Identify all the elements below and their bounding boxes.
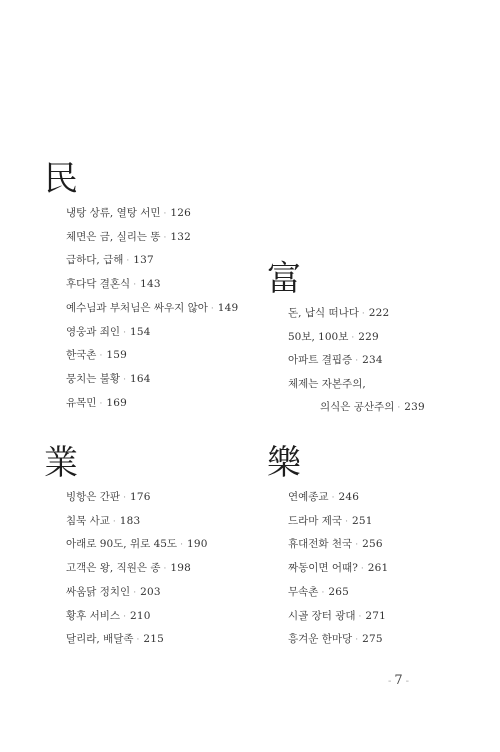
dot-separator: · — [355, 635, 359, 646]
section-heading: 民 — [44, 159, 78, 199]
dot-separator: · — [133, 587, 137, 598]
page-number-dash-right: - — [405, 676, 410, 687]
entry-title: 유목민 — [66, 396, 97, 409]
toc-entry-list — [44, 486, 208, 652]
entry-title: 50보, 100보 — [288, 330, 349, 343]
toc-section-bu — [267, 259, 425, 420]
toc-entry[interactable] — [66, 344, 238, 368]
entry-page: 229 — [358, 330, 379, 343]
section-heading: 富 — [267, 259, 301, 299]
dot-separator: · — [355, 540, 359, 551]
toc-entry[interactable] — [66, 368, 238, 392]
dot-separator: · — [112, 516, 116, 527]
entry-page: 256 — [362, 538, 383, 551]
dot-separator: · — [361, 309, 365, 319]
entry-title: 예수님과 부처님은 싸우지 않아 — [66, 301, 208, 314]
dot-separator: · — [123, 493, 126, 503]
toc-entry[interactable] — [66, 628, 208, 652]
entry-page: 251 — [351, 514, 373, 527]
dot-separator: · — [358, 611, 362, 622]
entry-title: 무속촌 — [288, 585, 319, 598]
toc-entry[interactable] — [66, 273, 238, 297]
toc-entry[interactable] — [66, 321, 238, 345]
entry-page: 234 — [362, 354, 383, 367]
dot-separator: · — [123, 611, 126, 622]
entry-title: 영웅과 죄인 — [66, 325, 121, 338]
dot-separator: · — [123, 374, 126, 385]
toc-entry[interactable] — [66, 557, 208, 581]
toc-section-eop — [44, 443, 208, 652]
toc-entry[interactable] — [66, 392, 238, 416]
dot-separator: · — [321, 587, 325, 598]
dot-separator: · — [180, 540, 183, 551]
toc-entry[interactable] — [288, 557, 388, 581]
entry-title: 황후 서비스 — [66, 609, 121, 622]
entry-page: 132 — [170, 230, 192, 243]
entry-page: 265 — [328, 585, 349, 598]
dot-separator: · — [345, 516, 348, 527]
toc-entry[interactable] — [66, 581, 208, 605]
entry-page: 271 — [365, 609, 387, 622]
toc-entry-list — [267, 486, 388, 652]
section-heading: 業 — [44, 443, 78, 483]
toc-entry[interactable] — [288, 581, 388, 605]
entry-page: 198 — [170, 562, 192, 575]
toc-entry[interactable] — [288, 349, 425, 373]
entry-page: 176 — [129, 491, 151, 503]
entry-page: 143 — [140, 278, 161, 291]
dot-separator: · — [163, 232, 167, 243]
dot-separator: · — [126, 256, 130, 267]
toc-section-min — [44, 159, 239, 415]
dot-separator: · — [136, 635, 140, 646]
entry-title: 돈, 납식 떠나다 — [288, 307, 359, 319]
dot-separator: · — [210, 303, 214, 314]
dot-separator: · — [133, 280, 137, 291]
entry-title-continued — [288, 396, 425, 420]
toc-section-rak — [267, 443, 389, 652]
toc-entry[interactable] — [66, 510, 208, 534]
entry-title: 아파트 결핍증 — [288, 354, 353, 367]
dot-separator: · — [99, 398, 103, 409]
entry-title: 뭉치는 불황 — [66, 372, 121, 385]
entry-page: 275 — [362, 633, 383, 646]
entry-title: 짜동이면 어때? — [288, 562, 358, 575]
dot-separator: · — [163, 564, 167, 575]
dot-separator: · — [331, 493, 335, 503]
dot-separator: · — [163, 209, 167, 219]
toc-entry[interactable] — [288, 302, 425, 326]
entry-page: 149 — [217, 301, 239, 314]
entry-page: 222 — [368, 307, 390, 319]
dot-separator: · — [351, 332, 355, 343]
entry-page: 126 — [170, 207, 192, 219]
entry-title: 흥겨운 한마당 — [288, 633, 353, 646]
page-number — [385, 673, 412, 688]
page-number-dash-left: - — [388, 676, 392, 687]
entry-title: 후다닥 결혼식 — [66, 278, 131, 291]
entry-title: 침묵 사교 — [66, 514, 110, 527]
entry-title: 달리라, 배달족 — [66, 633, 134, 646]
entry-page: 261 — [367, 562, 389, 575]
toc-entry[interactable] — [66, 486, 208, 510]
dot-separator: · — [123, 327, 126, 338]
dot-separator: · — [360, 564, 364, 575]
toc-entry[interactable] — [288, 628, 388, 652]
toc-entry[interactable] — [66, 249, 238, 273]
toc-entry[interactable] — [288, 605, 388, 629]
dot-separator: · — [99, 351, 103, 362]
entry-page: 210 — [129, 609, 151, 622]
toc-entry-list — [44, 202, 238, 415]
entry-title: 체면은 금, 실리는 똥 — [66, 230, 161, 243]
entry-page: 246 — [338, 491, 360, 503]
section-heading: 樂 — [267, 443, 301, 483]
entry-page: 164 — [129, 372, 151, 385]
entry-page: 154 — [129, 325, 151, 338]
entry-title-line2: 의식은 공산주의 — [320, 400, 395, 413]
toc-entry[interactable] — [288, 510, 388, 534]
entry-page: 183 — [119, 514, 141, 527]
entry-title: 시골 장터 광대 — [288, 609, 356, 622]
entry-title: 빙항은 간판 — [66, 491, 121, 503]
toc-entry[interactable] — [66, 533, 208, 557]
toc-entry[interactable] — [288, 533, 388, 557]
entry-title: 연예종교 — [288, 491, 329, 503]
page-number-value: 7 — [394, 673, 403, 688]
entry-title: 휴대전화 천국 — [288, 538, 353, 551]
toc-entry-list — [267, 302, 425, 420]
toc-entry[interactable] — [66, 297, 238, 321]
entry-title: 체제는 자본주의, — [288, 378, 366, 391]
toc-entry[interactable] — [66, 605, 208, 629]
entry-title: 싸움닭 정치인 — [66, 585, 131, 598]
entry-page: 215 — [143, 633, 165, 646]
entry-page: 169 — [106, 396, 127, 409]
toc-entry[interactable] — [288, 326, 425, 350]
dot-separator: · — [397, 402, 401, 413]
entry-title: 냉탕 상류, 열탕 서민 — [66, 207, 161, 219]
toc-entry[interactable] — [66, 226, 238, 250]
entry-title: 아래로 90도, 위로 45도 — [66, 538, 178, 551]
toc-entry[interactable] — [288, 373, 425, 419]
toc-entry[interactable] — [288, 486, 388, 510]
entry-page: 137 — [133, 254, 154, 267]
entry-page: 239 — [404, 400, 425, 413]
entry-title: 드라마 제국 — [288, 514, 343, 527]
dot-separator: · — [355, 356, 359, 367]
entry-page: 159 — [106, 349, 127, 362]
entry-title: 급하다, 급해 — [66, 254, 124, 267]
toc-entry[interactable] — [66, 202, 238, 226]
entry-page: 203 — [140, 585, 161, 598]
entry-title: 고객은 왕, 직원은 종 — [66, 562, 161, 575]
entry-page: 190 — [186, 538, 208, 551]
entry-title: 한국촌 — [66, 349, 97, 362]
